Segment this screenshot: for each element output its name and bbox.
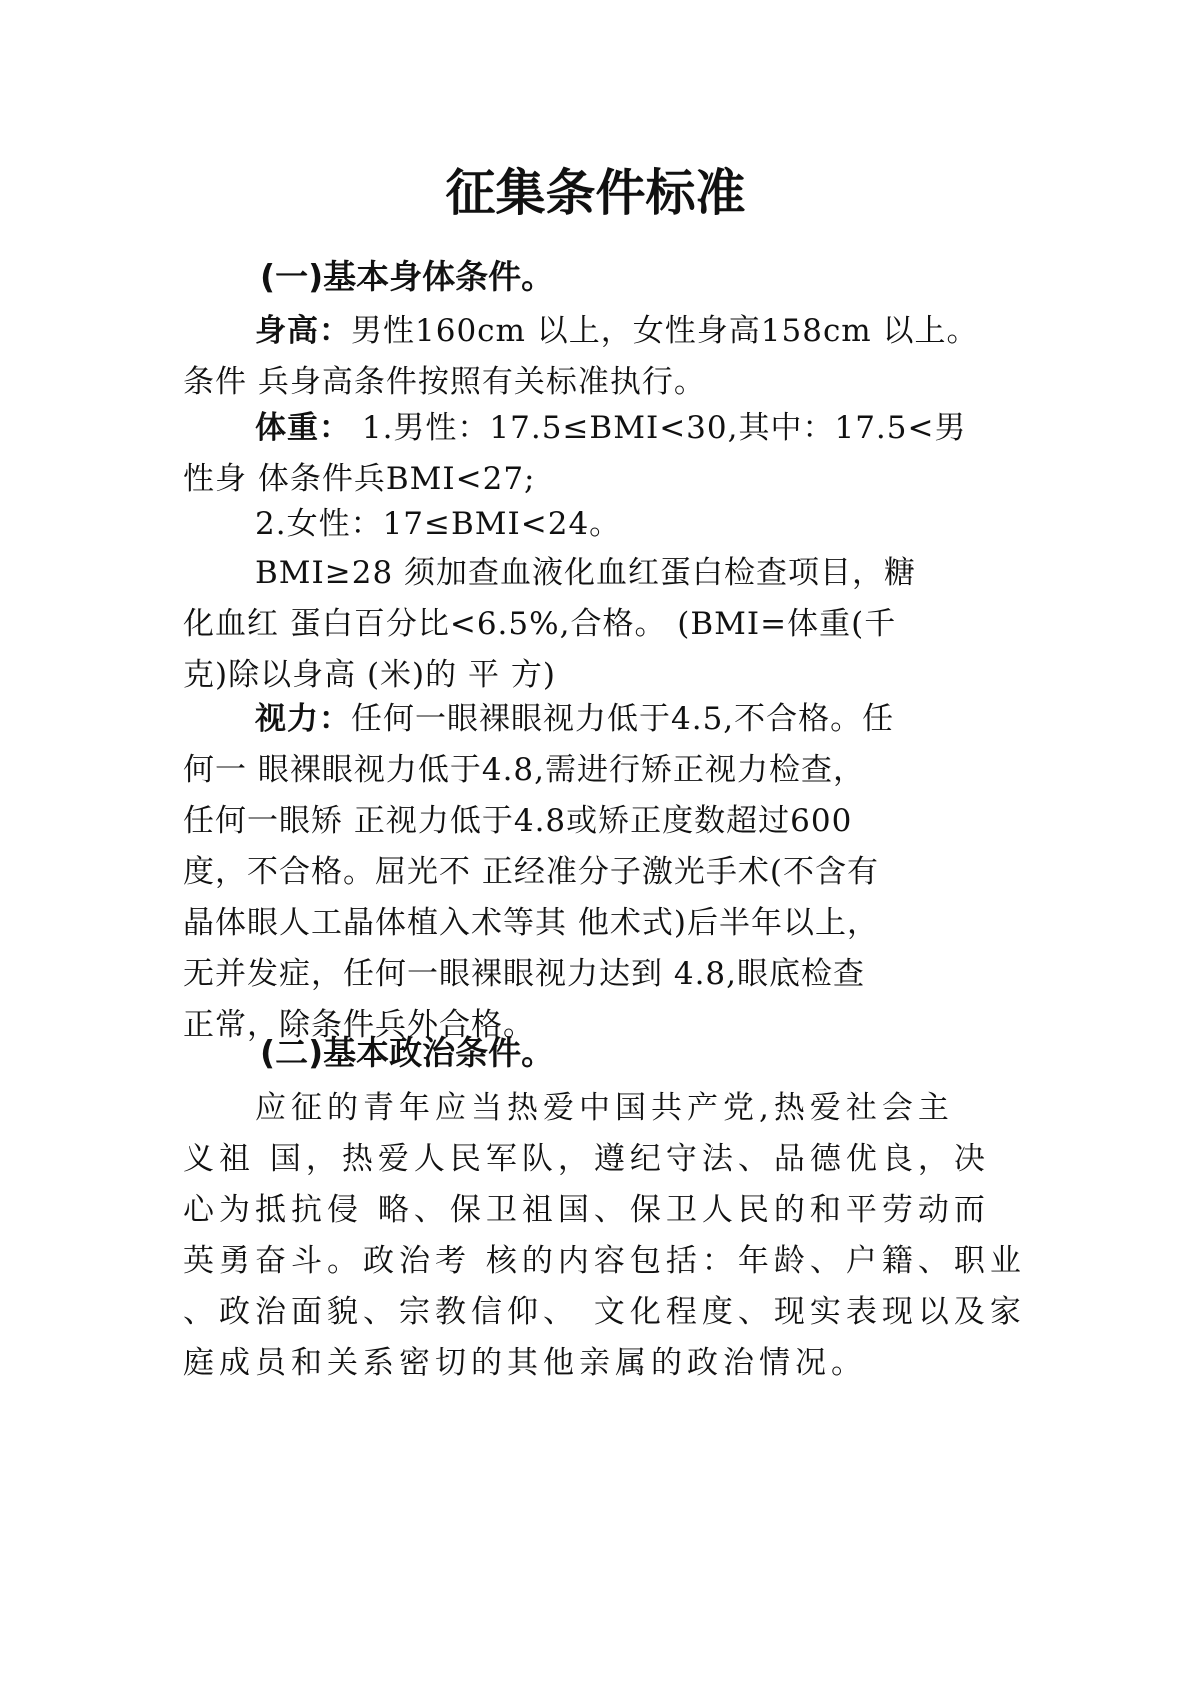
weight-paragraph [183, 403, 1008, 505]
vision-line-4: 度，不合格。屈光不 正经准分子激光手术(不含有 [183, 854, 879, 890]
weight-line-1: 体重： 1.男性：17.5≤BMI<30,其中：17.5<男 [255, 410, 967, 446]
political-line-2: 义祖 国，热爱人民军队，遵纪守法、品德优良，决 [183, 1141, 990, 1177]
weight-line-2: 性身 体条件兵BMI<27; [183, 461, 536, 497]
vision-line-7: 正常，除条件兵外合格。 [183, 1007, 535, 1043]
section-heading-physical: (一)基本身体条件。 [260, 257, 555, 296]
height-paragraph [183, 306, 1008, 408]
vision-paragraph [183, 694, 1008, 1051]
vision-line-1: 视力：任何一眼裸眼视力低于4.5,不合格。任 [255, 701, 895, 737]
bmi-line-3: 克)除以身高 (米)的 平 方) [183, 657, 556, 693]
political-paragraph [183, 1083, 1026, 1389]
weight-label: 体重： [255, 410, 351, 446]
political-line-4: 英勇奋斗。政治考 核的内容包括：年龄、户籍、职业 [183, 1243, 1026, 1279]
vision-line-5: 晶体眼人工晶体植入术等其 他术式)后半年以上， [183, 905, 879, 941]
vision-line-6: 无并发症，任何一眼裸眼视力达到 4.8,眼底检查 [183, 956, 866, 992]
political-line-3: 心为抵抗侵 略、保卫祖国、保卫人民的和平劳动而 [183, 1192, 990, 1228]
vision-line-3: 任何一眼矫 正视力低于4.8或矫正度数超过600 [183, 803, 853, 839]
height-line-1: 身高：男性160cm 以上，女性身高158cm 以上。 [255, 313, 979, 349]
vision-line-2: 何一 眼裸眼视力低于4.8,需进行矫正视力检查， [183, 752, 866, 788]
height-line-2: 条件 兵身高条件按照有关标准执行。 [183, 364, 706, 400]
weight-female-paragraph [183, 499, 1008, 550]
bmi-line-1: BMI≥28 须加查血液化血红蛋白检查项目，糖 [255, 555, 917, 591]
document-title: 征集条件标准 [445, 164, 746, 222]
political-line-6: 庭成员和关系密切的其他亲属的政治情况。 [183, 1345, 867, 1381]
section-heading-political: (二)基本政治条件。 [260, 1033, 555, 1072]
political-line-1: 应征的青年应当热爱中国共产党,热爱社会主 [255, 1090, 954, 1126]
vision-label: 视力： [255, 701, 351, 737]
height-label: 身高： [255, 313, 351, 349]
political-line-5: 、政治面貌、宗教信仰、 文化程度、现实表现以及家 [183, 1294, 1026, 1330]
bmi-line-2: 化血红 蛋白百分比<6.5%,合格。 (BMI=体重(千 [183, 606, 897, 642]
weight-line-3: 2.女性：17≤BMI<24。 [255, 506, 622, 542]
bmi-paragraph [183, 548, 1008, 701]
